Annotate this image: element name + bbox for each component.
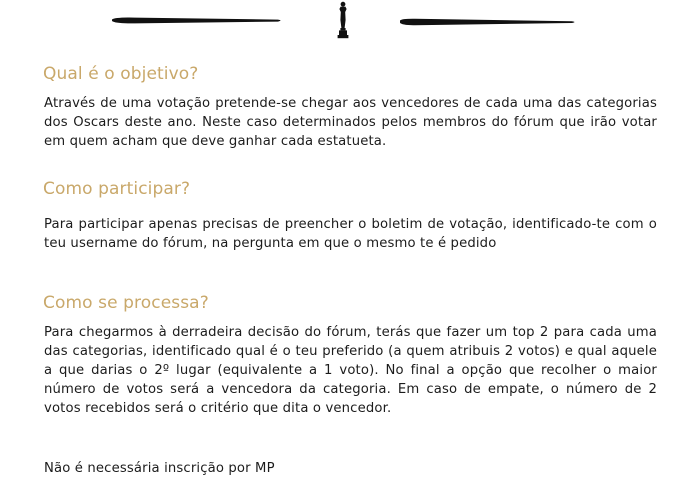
heading-how-to-participate: Como participar?: [43, 179, 191, 199]
header-decoration: [0, 0, 674, 44]
paragraph-process: Para chegarmos à derradeira decisão do fórum, terás que fazer um top 2 para cada uma das categorias, identificado qual é o teu preferido (a quem atribuis 2 votos) e qual aquele a que darias o 2º lugar (equivalente a 1 voto). No final a opção que recolher o maior número de votos será a vencedora da categoria. Em caso de empate, o número de 2 votos recebidos será o critério que dita o vencedor.: [44, 325, 657, 416]
heading-process: Como se processa?: [43, 293, 209, 313]
right-divider-line: [400, 19, 575, 25]
paragraph-objective: Através de uma votação pretende-se chegar aos vencedores de cada uma das categorias dos Oscars deste ano. Neste caso determinados pelos membros do fórum que irão votar em quem acham que deve ganhar cada estatueta.: [44, 96, 657, 149]
paragraph-how-to-participate: Para participar apenas precisas de preencher o boletim de votação, identificado-te com o teu username do fórum, na pergunta em que o mesmo te é pedido: [44, 217, 657, 251]
oscar-statuette-icon: [338, 2, 349, 38]
left-divider-line: [112, 18, 281, 24]
footer-note: Não é necessária inscrição por MP: [44, 461, 275, 476]
heading-objective: Qual é o objetivo?: [43, 64, 199, 84]
header-banner: [0, 0, 674, 44]
